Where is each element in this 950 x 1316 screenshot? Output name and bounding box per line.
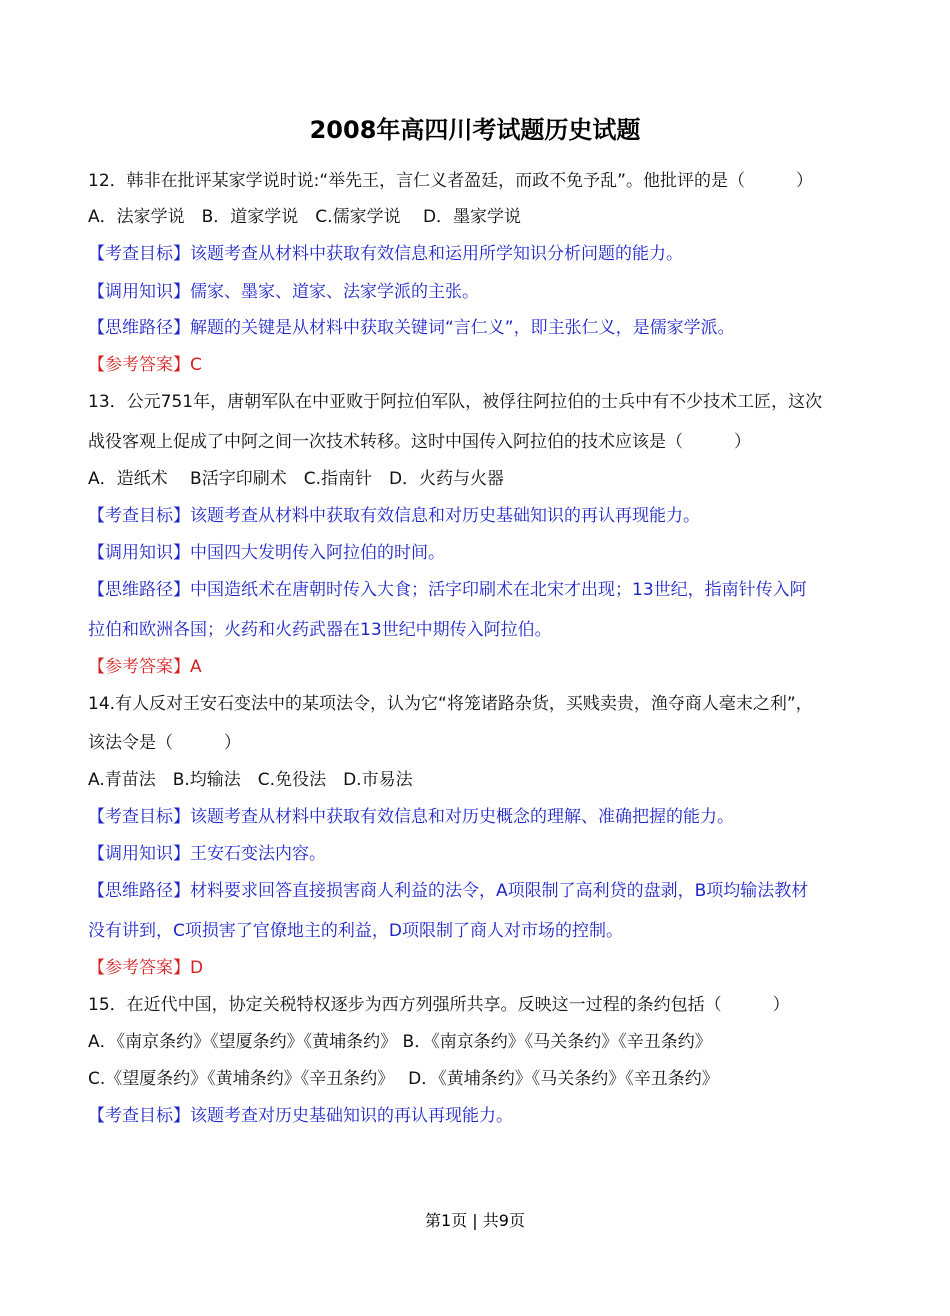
question-12-stem: 12．韩非在批评某家学说时说:“举先王，言仁义者盈廷，而政不免予乱”。他批评的是（ ） bbox=[88, 171, 813, 191]
question-13-options: A．造纸术 B活字印刷术 C.指南针 D．火药与火器 bbox=[88, 469, 505, 489]
question-12-reasoning: 【思维路径】解题的关键是从材料中获取关键词“言仁义”，即主张仁义，是儒家学派。 bbox=[88, 318, 735, 338]
question-14-reasoning-line-1: 【思维路径】材料要求回答直接损害商人利益的法令，A项限制了高利贷的盘剥，B项均输法教材 bbox=[88, 881, 809, 901]
question-15-options-line-2: C.《望厦条约》《黄埔条约》《辛丑条约》 D．《黄埔条约》《马关条约》《辛丑条约》 bbox=[88, 1069, 719, 1089]
question-14-reasoning-line-2: 没有讲到，C项损害了官僚地主的利益，D项限制了商人对市场的控制。 bbox=[88, 921, 623, 941]
question-14-knowledge: 【调用知识】王安石变法内容。 bbox=[88, 844, 326, 864]
question-14-answer: 【参考答案】D bbox=[88, 958, 204, 978]
question-12-knowledge: 【调用知识】儒家、墨家、道家、法家学派的主张。 bbox=[88, 282, 479, 302]
question-15-stem: 15．在近代中国，协定关税特权逐步为西方列强所共享。反映这一过程的条约包括（ ） bbox=[88, 995, 790, 1015]
question-13-knowledge: 【调用知识】中国四大发明传入阿拉伯的时间。 bbox=[88, 543, 445, 563]
question-12-objective: 【考查目标】该题考查从材料中获取有效信息和运用所学知识分析问题的能力。 bbox=[88, 244, 683, 264]
question-15-objective: 【考查目标】该题考查对历史基础知识的再认再现能力。 bbox=[88, 1106, 513, 1126]
page-footer: 第1页 | 共9页 bbox=[425, 1211, 525, 1230]
question-14-options: A.青苗法 B.均输法 C.免役法 D.市易法 bbox=[88, 770, 413, 790]
question-12-options: A．法家学说 B．道家学说 C.儒家学说 D．墨家学说 bbox=[88, 207, 522, 227]
question-15-options-line-1: A．《南京条约》《望厦条约》《黄埔条约》 B．《南京条约》《马关条约》《辛丑条约》 bbox=[88, 1032, 712, 1052]
question-13-objective: 【考查目标】该题考查从材料中获取有效信息和对历史基础知识的再认再现能力。 bbox=[88, 506, 700, 526]
question-13-stem-line-1: 13．公元751年，唐朝军队在中亚败于阿拉伯军队，被俘往阿拉伯的士兵中有不少技术工匠，这次 bbox=[88, 392, 823, 412]
question-13-answer: 【参考答案】A bbox=[88, 657, 202, 677]
question-14-stem-line-2: 该法令是（ ） bbox=[88, 733, 241, 753]
question-12-answer: 【参考答案】C bbox=[88, 355, 202, 375]
question-14-stem-line-1: 14.有人反对王安石变法中的某项法令，认为它“将笼诸路杂货，买贱卖贵，渔夺商人毫末之利”， bbox=[88, 694, 813, 714]
question-13-reasoning-line-2: 拉伯和欧洲各国；火药和火药武器在13世纪中期传入阿拉伯。 bbox=[88, 620, 552, 640]
question-13-stem-line-2: 战役客观上促成了中阿之间一次技术转移。这时中国传入阿拉伯的技术应该是（ ） bbox=[88, 432, 751, 452]
question-14-objective: 【考查目标】该题考查从材料中获取有效信息和对历史概念的理解、准确把握的能力。 bbox=[88, 807, 734, 827]
page-title: 2008年高四川考试题历史试题 bbox=[309, 116, 641, 144]
question-13-reasoning-line-1: 【思维路径】中国造纸术在唐朝时传入大食；活字印刷术在北宋才出现；13世纪，指南针传入阿 bbox=[88, 580, 807, 600]
